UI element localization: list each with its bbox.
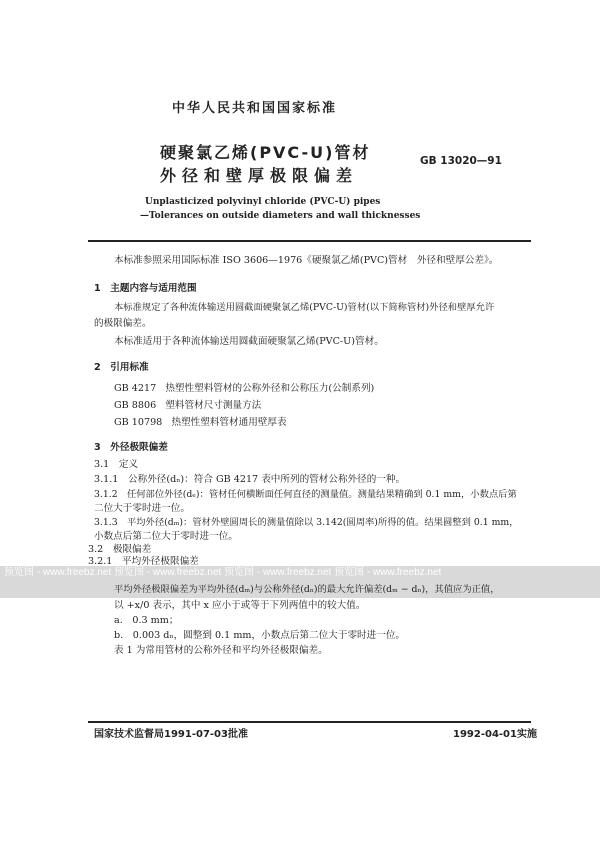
s3-2-1-heading: 3.2.1 平均外径极限偏差 bbox=[88, 556, 199, 567]
s3-2-1-paragraph-2: 以 +x/0 表示，其中 x 应小于或等于下列两值中的较大值。 bbox=[114, 600, 366, 611]
s3-2-heading: 3.2 极限偏差 bbox=[88, 544, 152, 555]
item-b: b. 0.003 dₙ，圆整到 0.1 mm，小数点后第二位大于零时进一位。 bbox=[114, 630, 406, 641]
watermark-text: 预览图 - www.freebz.net 预览图 - www.freebz.net 预览图 - www.freebz.net 预览图 - www.freebz.net bbox=[4, 567, 442, 578]
table-note: 表 1 为常用管材的公称外径和平均外径极限偏差。 bbox=[114, 645, 328, 656]
section-2-heading: 2 引用标准 bbox=[94, 362, 149, 373]
reference-item bbox=[114, 383, 374, 395]
reference-item bbox=[114, 417, 287, 429]
reference-item bbox=[114, 400, 261, 412]
title-line2: 外径和壁厚极限偏差 bbox=[160, 166, 359, 185]
ref-title: 热塑性塑料管材通用壁厚表 bbox=[171, 417, 287, 428]
s3-1-heading: 3.1 定义 bbox=[94, 459, 139, 470]
footer-rule bbox=[88, 721, 531, 723]
item-a: a. 0.3 mm； bbox=[114, 615, 179, 626]
s1-paragraph-2: 本标准适用于各种流体输送用圆截面硬聚氯乙烯(PVC-U)管材。 bbox=[114, 336, 384, 347]
standard-org: 中华人民共和国国家标准 bbox=[172, 101, 338, 116]
section-1-heading: 1 主题内容与适用范围 bbox=[94, 283, 197, 294]
s3-1-3: 3.1.3 平均外径(dₘ)：管材外壁圆周长的测量值除以 3.142(圆周率)所得的值。结果圆整到 0.1 mm， bbox=[94, 517, 519, 528]
s3-1-2: 3.1.2 任何部位外径(dₑ)：管材任何横断面任何直径的测量值。测量结果精确到 0.1 mm，小数点后第 bbox=[94, 489, 517, 500]
s3-1-2-cont: 二位大于零时进一位。 bbox=[94, 503, 190, 514]
header-rule bbox=[88, 240, 531, 242]
intro-paragraph: 本标准参照采用国际标准 ISO 3606—1976《硬聚氯乙烯(PVC)管材 外径和壁厚公差》。 bbox=[114, 255, 499, 266]
section-3-heading: 3 外径极限偏差 bbox=[94, 442, 168, 453]
s3-1-3-cont: 小数点后第二位大于零时进一位。 bbox=[94, 531, 238, 542]
s3-1-1: 3.1.1 公称外径(dₙ)：符合 GB 4217 表中所列的管材公称外径的一种。 bbox=[94, 474, 406, 485]
effective-date: 1992-04-01实施 bbox=[453, 729, 537, 740]
approval-text: 国家技术监督局1991-07-03批准 bbox=[94, 729, 248, 740]
ref-code: GB 10798 bbox=[114, 417, 163, 428]
ref-code: GB 8806 bbox=[114, 400, 157, 411]
standard-number: GB 13020—91 bbox=[420, 155, 502, 167]
en-title-line2: —Tolerances on outside diameters and wall thicknesses bbox=[140, 211, 421, 221]
ref-title: 热塑性塑料管材的公称外径和公称压力(公制系列) bbox=[165, 383, 375, 394]
s3-2-1-paragraph: 平均外径极限偏差为平均外径(dₘ)与公称外径(dₙ)的最大允许偏差(dₘ − dₙ)，其值应为正值， bbox=[114, 584, 500, 595]
en-title-line1: Unplasticized polyvinyl chloride (PVC-U) pipes bbox=[145, 197, 381, 207]
s1-paragraph: 本标准规定了各种流体输送用圆截面硬聚氯乙烯(PVC-U)管材(以下简称管材)外径和壁厚允许 bbox=[114, 302, 495, 313]
ref-code: GB 4217 bbox=[114, 383, 157, 394]
s1-paragraph-cont: 的极限偏差。 bbox=[94, 318, 152, 329]
ref-title: 塑料管材尺寸测量方法 bbox=[165, 400, 262, 411]
title-line1: 硬聚氯乙烯(PVC-U)管材 bbox=[160, 143, 371, 162]
